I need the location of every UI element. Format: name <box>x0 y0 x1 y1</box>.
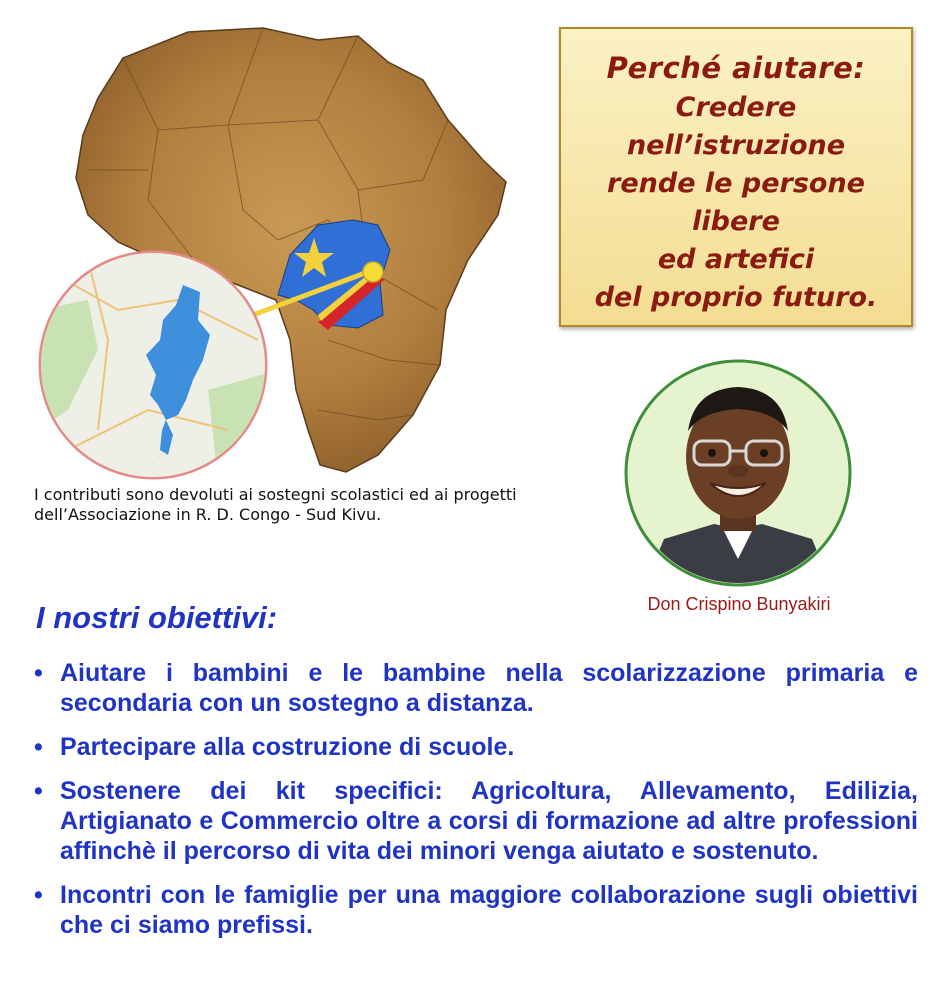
quote-line: Credere <box>675 92 797 123</box>
svg-text:·: · <box>238 315 240 322</box>
portrait-photo <box>624 359 852 587</box>
goal-text: Incontri con le famiglie per una maggiore collaborazione sugli obiettivi che ci siamo prefissi. <box>60 881 918 939</box>
bullet-icon: • <box>34 733 43 761</box>
svg-text:·: · <box>98 260 100 267</box>
goal-text: Sostenere dei kit specifici: Agricoltura, Allevamento, Edilizia, Artigianato e Commercio oltre a corsi di formazione ad altre professioni affinchè il percorso di vita dei minori venga aiutato e sostenuto. <box>60 777 918 865</box>
quote-line: del proprio futuro. <box>594 282 878 313</box>
svg-text:·: · <box>113 385 115 392</box>
goal-item <box>34 658 918 718</box>
map-caption: I contributi sono devoluti ai sostegni scolastici ed ai progetti dell’Associazione in R. D. Congo - Sud Kivu. <box>34 485 517 524</box>
location-marker <box>363 262 383 282</box>
quote-line: rende le persone <box>607 168 865 199</box>
bullet-icon: • <box>34 881 43 909</box>
quote-title: Perché aiutare: <box>606 51 866 85</box>
bullet-icon: • <box>34 777 43 805</box>
goals-title: I nostri obiettivi: <box>36 600 278 635</box>
svg-text:·: · <box>228 400 230 407</box>
svg-text:·: · <box>143 270 145 277</box>
goal-text: Aiutare i bambini e le bambine nella scolarizzazione primaria e secondaria con un sostegno a distanza. <box>60 659 918 717</box>
goal-item <box>34 732 918 762</box>
quote-line: ed artefici <box>657 244 815 275</box>
bullet-icon: • <box>34 659 43 687</box>
portrait-name: Don Crispino Bunyakiri <box>647 594 831 614</box>
quote-body <box>561 89 911 317</box>
goal-item <box>34 776 918 866</box>
goal-item <box>34 880 918 940</box>
quote-box <box>559 27 913 327</box>
goal-text: Partecipare alla costruzione di scuole. <box>60 733 515 761</box>
quote-line: nell’istruzione <box>626 130 846 161</box>
goals-list <box>34 658 918 954</box>
svg-text:·: · <box>158 455 160 462</box>
africa-map <box>28 10 518 480</box>
quote-line: libere <box>692 206 780 237</box>
svg-text:·: · <box>218 275 220 282</box>
svg-text:·: · <box>88 325 90 332</box>
